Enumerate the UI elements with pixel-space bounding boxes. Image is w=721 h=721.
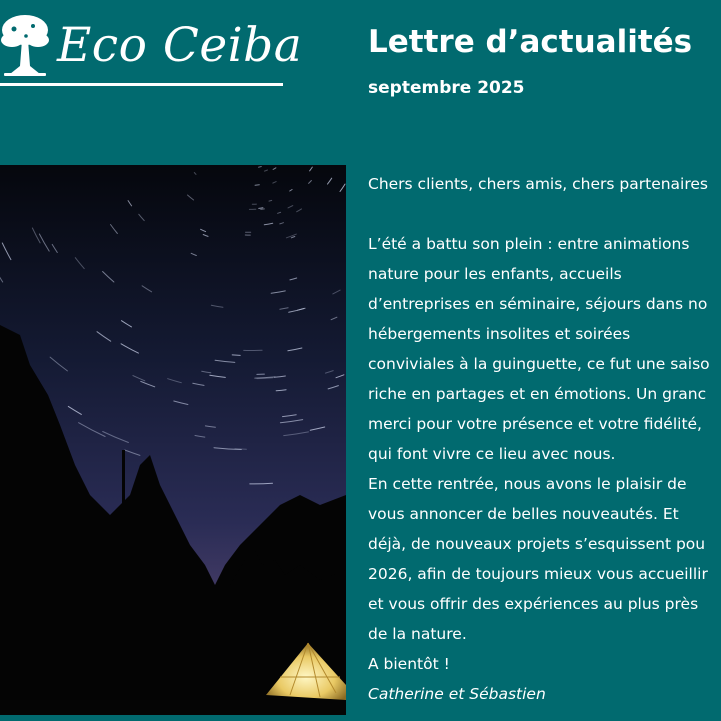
letter-line: L’été a battu son plein : entre animations	[368, 235, 690, 253]
letter-line: d’entreprises en séminaire, séjours dans no	[368, 295, 708, 313]
brand-name: Eco Ceiba	[57, 18, 303, 73]
letter-line: qui font vivre ce lieu avec nous.	[368, 445, 616, 463]
ceiba-tree-icon	[0, 12, 50, 78]
newsletter-date: septembre 2025	[368, 78, 525, 98]
star-trail	[255, 185, 259, 186]
signature: Catherine et Sébastien	[368, 685, 546, 703]
letter-line: A bientôt !	[368, 655, 450, 673]
letter-line: hébergements insolites et soirées	[368, 325, 631, 343]
hero-photo	[0, 165, 346, 715]
brand-logo[interactable]	[0, 12, 303, 92]
greeting: Chers clients, chers amis, chers partenaires	[368, 175, 709, 193]
letter-line: riche en partages et en émotions. Un granc	[368, 385, 707, 403]
letter-line: de la nature.	[368, 625, 467, 643]
letter-line: 2026, afin de toujours mieux vous accueillir	[368, 565, 708, 583]
star-trail	[232, 355, 240, 356]
letter-body	[368, 169, 721, 709]
letter-line: En cette rentrée, nous avons le plaisir de	[368, 475, 687, 493]
letter-line: vous annoncer de belles nouveautés. Et	[368, 505, 679, 523]
star-trail	[259, 167, 262, 168]
logo-underline	[0, 83, 283, 86]
letter-line: et vous offrir des expériences au plus près	[368, 595, 699, 613]
letter-line: conviviales à la guinguette, ce fut une saiso	[368, 355, 710, 373]
star-trail	[259, 208, 263, 209]
letter-line: merci pour votre présence et votre fidélité,	[368, 415, 702, 433]
letter-line: nature pour les enfants, accueils	[368, 265, 622, 283]
page-title: Lettre d’actualités	[368, 24, 693, 60]
star-trail	[261, 209, 265, 210]
letter-line: déjà, de nouveaux projets s’esquissent pou	[368, 535, 706, 553]
star-trail	[269, 200, 272, 201]
